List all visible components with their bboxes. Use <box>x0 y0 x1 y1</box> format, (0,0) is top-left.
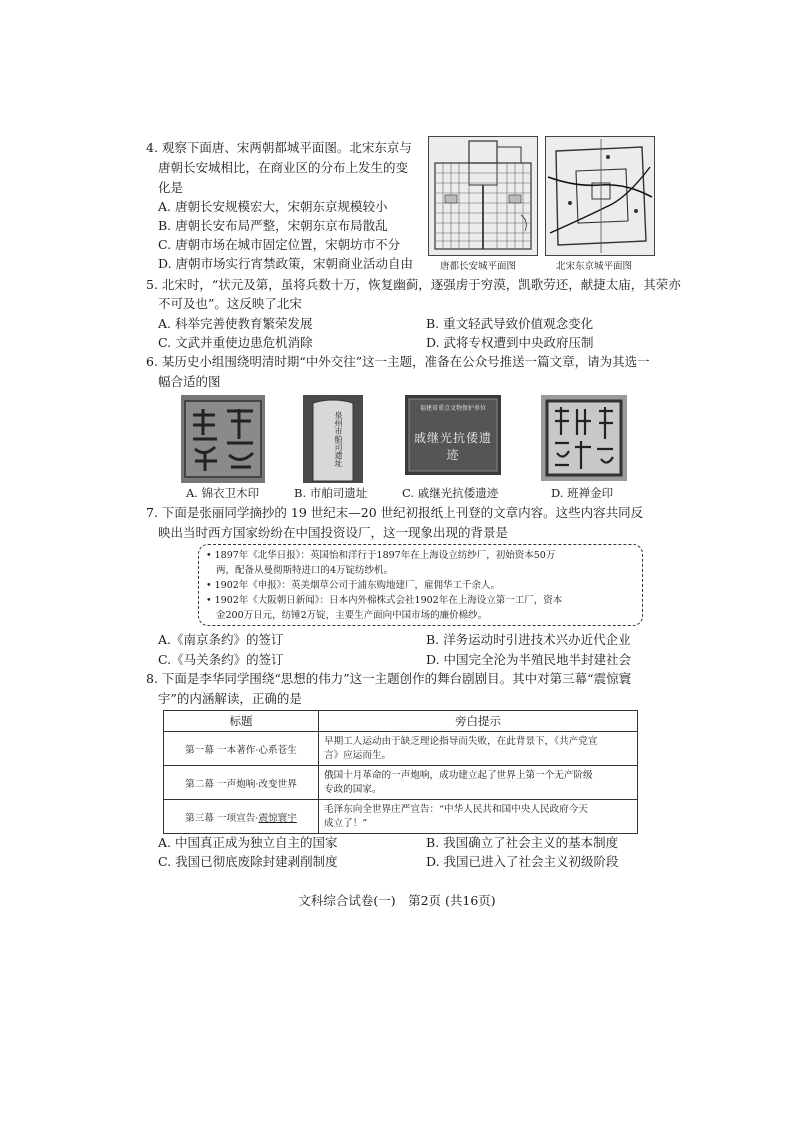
stele-photo <box>303 395 363 483</box>
q5-stem-line-1: 5. 北宋时，“状元及第，虽将兵数十万，恢复幽蓟，逐强虏于穷漠，凯歌劳还，献捷太庙，其荣亦 <box>146 277 681 292</box>
q8-option-d: D. 我国已进入了社会主义初级阶段 <box>426 854 619 869</box>
act-3-narration-2: 成立了！” <box>324 817 368 829</box>
table-header-title: 标题 <box>164 711 319 732</box>
q8-stem-line-1: 8. 下面是李华同学围绕“思想的伟力”这一主题创作的舞台剧剧目。其中对第三幕“震惊寰 <box>146 671 632 686</box>
q4-option-b: B. 唐朝长安布局严整，宋朝东京布局散乱 <box>158 218 388 233</box>
act-1-narration-2: 言》应运而生。 <box>324 749 392 761</box>
q5-option-c: C. 文武并重使边患危机消除 <box>158 335 313 350</box>
q7-box-line-5: 金200万日元，纺锤2万锭，主要生产面向中国市场的廉价棉纱。 <box>216 610 488 621</box>
q6-caption-d: D. 班禅金印 <box>551 486 614 500</box>
act-2-narration-1: 俄国十月革命的一声炮响，成功建立起了世界上第一个无产阶级 <box>324 769 593 781</box>
q5-stem-line-2: 不可及也”。这反映了北宋 <box>158 296 302 311</box>
table-header-narration: 旁白提示 <box>319 711 638 732</box>
q4-stem-line-2: 唐朝长安城相比，在商业区的分布上发生的变 <box>158 160 409 175</box>
song-map-caption: 北宋东京城平面图 <box>556 261 633 272</box>
q6-caption-a: A. 锦衣卫木印 <box>186 486 260 500</box>
q4-option-c: C. 唐朝市场在城市固定位置，宋朝坊市不分 <box>158 237 401 252</box>
q6-caption-b: B. 市舶司遗址 <box>294 486 368 500</box>
q5-option-b: B. 重文轻武导致价值观念变化 <box>426 316 594 331</box>
q8-option-c: C. 我国已彻底废除封建剥削制度 <box>158 854 338 869</box>
q7-box-line-2: 两，配备从曼彻斯特进口的4万锭纺纱机。 <box>216 565 394 576</box>
song-dongjing-map <box>545 136 655 256</box>
act-3-title-prefix: 第三幕 一项宣告· <box>185 812 259 824</box>
q5-option-d: D. 武将专权遭到中央政府压制 <box>426 335 594 350</box>
plaque-title: 福建省重点文物保护单位 <box>419 405 486 412</box>
q4-stem-line-1: 4. 观察下面唐、宋两朝都城平面图。北宋东京与 <box>146 140 412 155</box>
q7-option-c: C.《马关条约》的签订 <box>158 652 284 667</box>
plaque-text: 戚继光抗倭遗迹 <box>413 431 492 462</box>
q4-option-a: A. 唐朝长安规模宏大，宋朝东京规模较小 <box>158 199 388 214</box>
golden-seal-photo <box>541 395 627 481</box>
q7-box-line-4: • 1902年《大阪朝日新闻》：日本内外棉株式会社1902年在上海设立第一工厂，资本 <box>206 595 563 606</box>
q7-box-line-1: • 1897年《北华日报》：英国怡和洋行于1897年在上海设立纺纱厂，初始资本50万 <box>206 550 556 561</box>
q6-stem-line-1: 6. 某历史小组围绕明清时期“中外交往”这一主题，准备在公众号推送一篇文章，请为其选一 <box>146 354 650 369</box>
q7-stem-line-2: 映出当时西方国家纷纷在中国投资设厂，这一现象出现的背景是 <box>158 525 509 540</box>
table-row <box>164 732 638 766</box>
q8-option-b: B. 我国确立了社会主义的基本制度 <box>426 835 619 850</box>
q7-option-a: A.《南京条约》的签订 <box>158 632 284 647</box>
act-1-title: 第一幕 一本著作·心系苍生 <box>164 732 319 766</box>
q7-option-d: D. 中国完全沦为半殖民地半封建社会 <box>426 652 632 667</box>
table-row <box>164 800 638 834</box>
act-3-title <box>164 800 319 834</box>
act-3-narration-1: 毛泽东向全世界庄严宣告：“中华人民共和国中央人民政府今天 <box>324 803 588 815</box>
wooden-seal-photo <box>181 395 265 483</box>
tang-changan-map <box>428 136 538 256</box>
q7-option-b: B. 洋务运动时引进技术兴办近代企业 <box>426 632 631 647</box>
q8-option-a: A. 中国真正成为独立自主的国家 <box>158 835 338 850</box>
q6-stem-line-2: 幅合适的图 <box>158 374 221 389</box>
act-3-title-underlined: 震惊寰宇 <box>258 812 297 824</box>
q4-option-d: D. 唐朝市场实行宵禁政策，宋朝商业活动自由 <box>158 256 414 271</box>
q8-stem-line-2: 宇”的内涵解读，正确的是 <box>158 691 302 706</box>
q6-caption-c: C. 戚继光抗倭遗迹 <box>402 486 499 500</box>
act-2-title: 第二幕 一声炮响·改变世界 <box>164 766 319 800</box>
q7-box-line-3: • 1902年《申报》：英美烟草公司于浦东购地建厂，雇佣华工千余人。 <box>206 580 501 591</box>
plaque-photo <box>405 395 501 475</box>
q4-stem-line-3: 化是 <box>158 180 184 195</box>
page-footer: 文科综合试卷(一) 第2页 (共16页) <box>298 893 496 908</box>
table-row <box>164 766 638 800</box>
tang-map-caption: 唐都长安城平面图 <box>440 261 517 272</box>
act-2-narration-2: 专政的国家。 <box>324 783 382 795</box>
q7-stem-line-1: 7. 下面是张丽同学摘抄的 19 世纪末—20 世纪初报纸上刊登的文章内容。这些内容共同反 <box>146 505 644 520</box>
stele-text: 泉州市舶司遗址 <box>334 411 343 467</box>
act-1-narration-1: 早期工人运动由于缺乏理论指导而失败，在此背景下，《共产党宣 <box>324 735 598 747</box>
q5-option-a: A. 科举完善使教育繁荣发展 <box>158 316 313 331</box>
play-table <box>163 710 638 834</box>
